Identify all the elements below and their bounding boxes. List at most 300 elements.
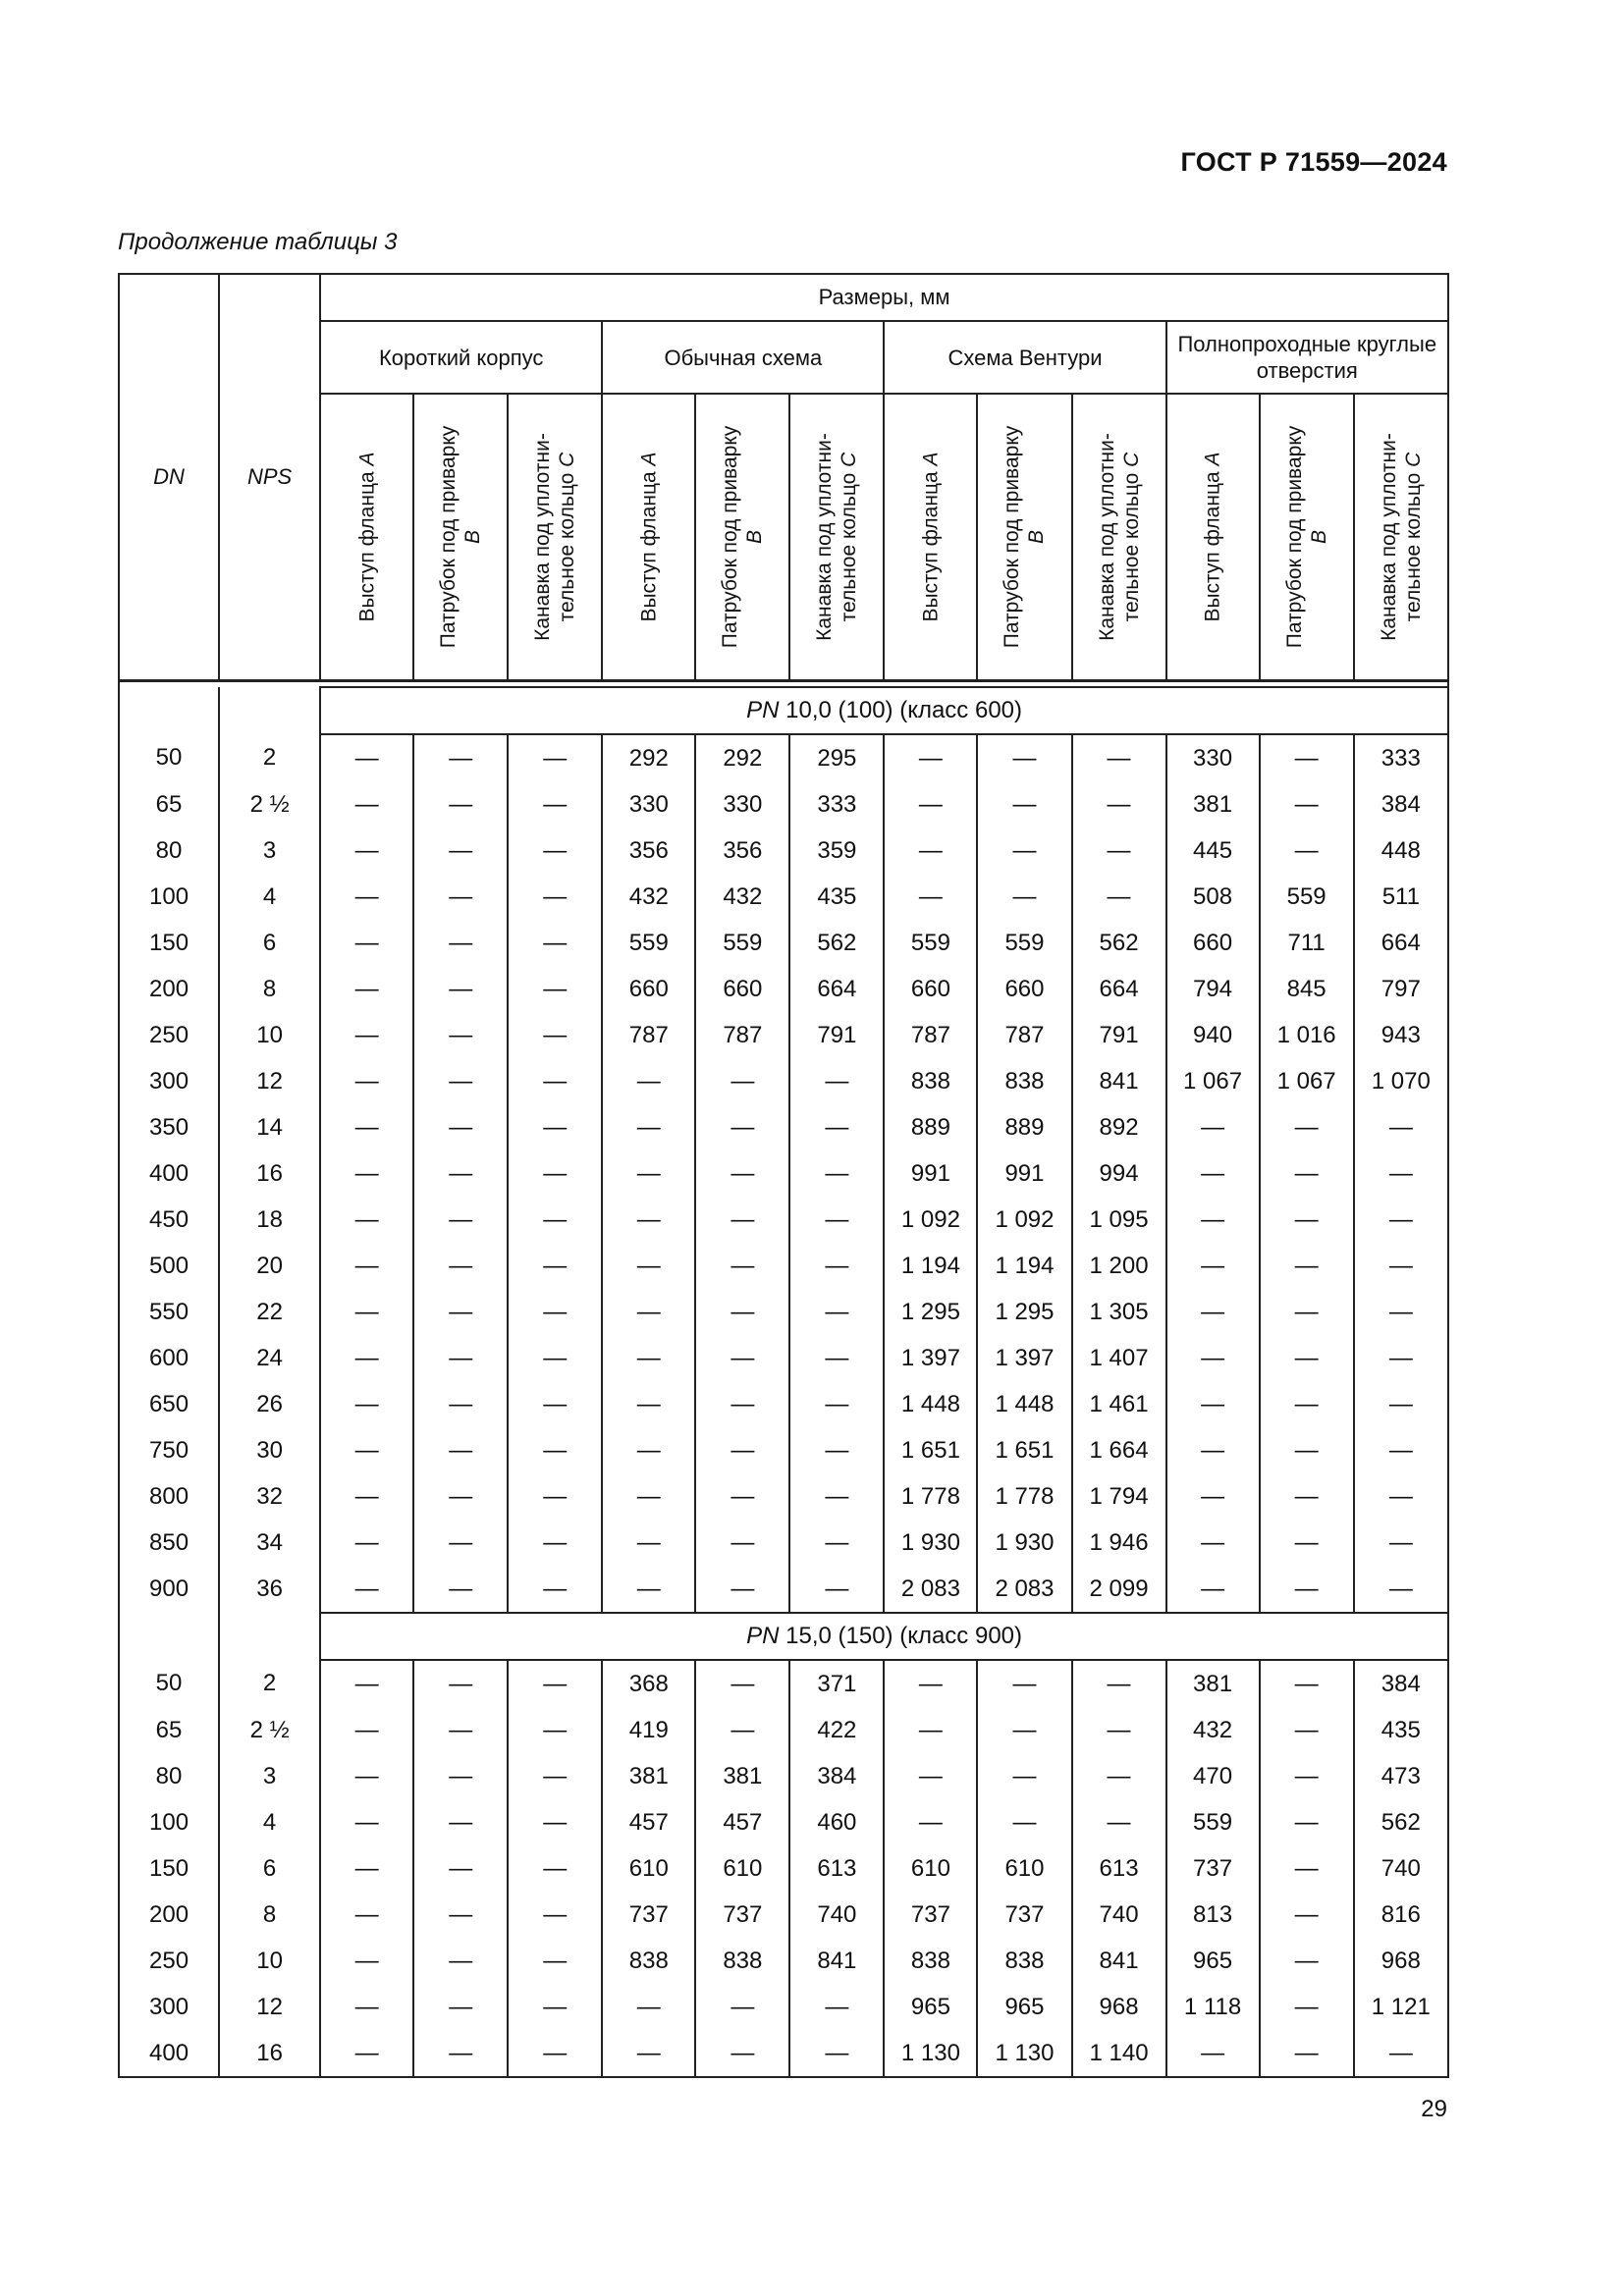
- cell-value: 841: [1072, 1058, 1166, 1104]
- cell-value: —: [1260, 2030, 1354, 2077]
- cell-value: —: [413, 1473, 508, 1520]
- cell-value: 813: [1166, 1892, 1260, 1938]
- cell-value: 791: [789, 1012, 884, 1058]
- cell-nps: 2 ½: [219, 781, 320, 828]
- cell-nps: 3: [219, 1753, 320, 1799]
- table-row: [119, 1150, 1448, 1197]
- subheader-letter: B: [1025, 530, 1049, 545]
- cell-value: —: [789, 2030, 884, 2077]
- cell-value: —: [695, 1473, 789, 1520]
- cell-value: 664: [1354, 920, 1448, 966]
- cell-value: 511: [1354, 874, 1448, 920]
- cell-value: 333: [1354, 734, 1448, 781]
- cell-value: —: [977, 874, 1071, 920]
- cell-value: 1 794: [1072, 1473, 1166, 1520]
- cell-value: —: [1166, 1473, 1260, 1520]
- cell-value: —: [413, 1012, 508, 1058]
- cell-value: 1 397: [884, 1335, 977, 1381]
- cell-value: —: [320, 734, 413, 781]
- cell-value: —: [977, 1660, 1071, 1707]
- section-row: [119, 687, 1448, 734]
- table-row: [119, 781, 1448, 828]
- cell-value: 1 778: [884, 1473, 977, 1520]
- cell-value: —: [320, 2030, 413, 2077]
- cell-value: 295: [789, 734, 884, 781]
- cell-value: —: [1166, 1427, 1260, 1473]
- table-row: [119, 1427, 1448, 1473]
- cell-value: —: [320, 1427, 413, 1473]
- cell-value: —: [1166, 1335, 1260, 1381]
- cell-value: 1 121: [1354, 1984, 1448, 2030]
- table-row: [119, 920, 1448, 966]
- cell-value: —: [884, 874, 977, 920]
- cell-value: —: [508, 966, 602, 1012]
- cell-value: 991: [977, 1150, 1071, 1197]
- page-number: 29: [1421, 2096, 1447, 2122]
- cell-dn: 200: [119, 966, 219, 1012]
- cell-value: —: [320, 1799, 413, 1845]
- cell-value: —: [602, 1243, 695, 1289]
- cell-value: 613: [1072, 1845, 1166, 1892]
- cell-value: —: [1166, 1289, 1260, 1335]
- cell-value: 791: [1072, 1012, 1166, 1058]
- cell-value: 292: [602, 734, 695, 781]
- cell-value: —: [508, 1892, 602, 1938]
- cell-dn: 850: [119, 1520, 219, 1566]
- cell-value: —: [1260, 1520, 1354, 1566]
- cell-nps: 3: [219, 828, 320, 874]
- cell-nps: 4: [219, 874, 320, 920]
- cell-value: 737: [977, 1892, 1071, 1938]
- cell-value: —: [320, 1520, 413, 1566]
- cell-value: —: [1260, 781, 1354, 828]
- cell-nps: 4: [219, 1799, 320, 1845]
- table-row: [119, 1660, 1448, 1707]
- cell-value: —: [320, 1243, 413, 1289]
- subheader-letter: B: [1307, 530, 1330, 545]
- subheader-weld-nozzle: [413, 394, 508, 681]
- cell-value: —: [695, 1335, 789, 1381]
- table-row: [119, 2030, 1448, 2077]
- cell-value: —: [320, 1845, 413, 1892]
- subheader-text: Канавка под уплотни-тельное кольцо: [813, 433, 861, 641]
- cell-value: —: [508, 1938, 602, 1984]
- cell-value: —: [1260, 1289, 1354, 1335]
- header-group-standard: Обычная схема: [602, 321, 884, 394]
- cell-nps: 20: [219, 1243, 320, 1289]
- cell-value: 384: [1354, 1660, 1448, 1707]
- subheader-flange-projection: [884, 394, 977, 681]
- cell-value: 787: [602, 1012, 695, 1058]
- section-row: [119, 1613, 1448, 1660]
- cell-value: 660: [602, 966, 695, 1012]
- cell-value: 1 664: [1072, 1427, 1166, 1473]
- subheader-letter: A: [1201, 452, 1224, 466]
- cell-dn: 750: [119, 1427, 219, 1473]
- cell-dn: 150: [119, 1845, 219, 1892]
- cell-value: 1 130: [884, 2030, 977, 2077]
- table-row: [119, 1058, 1448, 1104]
- cell-nps: 10: [219, 1012, 320, 1058]
- cell-value: —: [508, 1660, 602, 1707]
- table-row: [119, 1381, 1448, 1427]
- cell-value: 559: [695, 920, 789, 966]
- cell-value: 435: [1354, 1707, 1448, 1753]
- cell-value: —: [695, 1427, 789, 1473]
- cell-value: 1 295: [884, 1289, 977, 1335]
- cell-value: —: [602, 1473, 695, 1520]
- cell-dn: 50: [119, 1660, 219, 1707]
- cell-value: 1 067: [1166, 1058, 1260, 1104]
- subheader-ring-groove: [789, 394, 884, 681]
- cell-value: 448: [1354, 828, 1448, 874]
- cell-value: 737: [884, 1892, 977, 1938]
- cell-value: —: [789, 1289, 884, 1335]
- cell-value: —: [695, 1660, 789, 1707]
- cell-dn: 800: [119, 1473, 219, 1520]
- cell-value: 1 397: [977, 1335, 1071, 1381]
- header-nps: NPS: [219, 274, 320, 681]
- cell-value: —: [413, 1243, 508, 1289]
- header-dn: DN: [119, 274, 219, 681]
- cell-value: 457: [602, 1799, 695, 1845]
- cell-value: —: [508, 1520, 602, 1566]
- cell-nps: 8: [219, 966, 320, 1012]
- cell-value: 787: [977, 1012, 1071, 1058]
- cell-value: 787: [695, 1012, 789, 1058]
- cell-value: —: [1166, 1150, 1260, 1197]
- cell-value: 1 067: [1260, 1058, 1354, 1104]
- cell-value: —: [508, 781, 602, 828]
- section-title: PN 10,0 (100) (класс 600): [320, 687, 1448, 734]
- cell-value: —: [602, 1566, 695, 1613]
- cell-value: —: [977, 1753, 1071, 1799]
- cell-dn: 400: [119, 2030, 219, 2077]
- cell-value: 562: [789, 920, 884, 966]
- cell-value: 2 083: [977, 1566, 1071, 1613]
- cell-value: —: [320, 920, 413, 966]
- cell-value: 838: [884, 1058, 977, 1104]
- cell-value: —: [884, 1799, 977, 1845]
- cell-dn: 250: [119, 1012, 219, 1058]
- cell-value: 381: [602, 1753, 695, 1799]
- cell-value: —: [1260, 1566, 1354, 1613]
- cell-value: —: [602, 1984, 695, 2030]
- cell-value: 816: [1354, 1892, 1448, 1938]
- cell-value: 1 092: [977, 1197, 1071, 1243]
- cell-value: —: [695, 1566, 789, 1613]
- cell-value: 419: [602, 1707, 695, 1753]
- subheader-weld-nozzle: [977, 394, 1071, 681]
- subheader-letter: B: [743, 530, 767, 545]
- cell-value: 664: [1072, 966, 1166, 1012]
- cell-value: 838: [602, 1938, 695, 1984]
- cell-value: 968: [1354, 1938, 1448, 1984]
- cell-dn: 300: [119, 1058, 219, 1104]
- cell-value: —: [413, 1938, 508, 1984]
- document-code: ГОСТ Р 71559—2024: [1180, 147, 1447, 177]
- cell-value: —: [320, 1707, 413, 1753]
- cell-value: —: [413, 2030, 508, 2077]
- cell-value: 838: [977, 1938, 1071, 1984]
- cell-value: —: [413, 1984, 508, 2030]
- cell-value: 740: [1072, 1892, 1166, 1938]
- cell-value: 845: [1260, 966, 1354, 1012]
- cell-value: —: [789, 1566, 884, 1613]
- cell-value: —: [884, 1707, 977, 1753]
- cell-value: 1 305: [1072, 1289, 1166, 1335]
- table-row: [119, 1753, 1448, 1799]
- cell-nps: 24: [219, 1335, 320, 1381]
- cell-value: —: [1260, 1381, 1354, 1427]
- cell-value: 1 778: [977, 1473, 1071, 1520]
- cell-value: 838: [695, 1938, 789, 1984]
- cell-value: 740: [789, 1892, 884, 1938]
- cell-value: —: [789, 1473, 884, 1520]
- cell-value: —: [508, 1289, 602, 1335]
- cell-value: —: [884, 1753, 977, 1799]
- cell-dn: 150: [119, 920, 219, 966]
- cell-dn: 65: [119, 1707, 219, 1753]
- cell-value: —: [1166, 1197, 1260, 1243]
- cell-value: —: [1260, 1660, 1354, 1707]
- subheader-weld-nozzle: [1260, 394, 1354, 681]
- cell-value: 1 200: [1072, 1243, 1166, 1289]
- cell-value: —: [1166, 1520, 1260, 1566]
- cell-value: —: [602, 1520, 695, 1566]
- cell-value: 794: [1166, 966, 1260, 1012]
- cell-value: —: [1260, 1845, 1354, 1892]
- cell-value: 1 070: [1354, 1058, 1448, 1104]
- cell-value: —: [413, 1058, 508, 1104]
- cell-value: —: [413, 1197, 508, 1243]
- cell-value: 965: [884, 1984, 977, 2030]
- cell-value: 1 461: [1072, 1381, 1166, 1427]
- cell-value: —: [789, 1520, 884, 1566]
- table-row: [119, 1197, 1448, 1243]
- cell-value: —: [413, 1520, 508, 1566]
- cell-value: 368: [602, 1660, 695, 1707]
- subheader-text: Выступ фланца: [637, 471, 661, 622]
- cell-value: 740: [1354, 1845, 1448, 1892]
- cell-value: 660: [1166, 920, 1260, 966]
- cell-value: 356: [695, 828, 789, 874]
- cell-value: —: [1260, 1150, 1354, 1197]
- cell-value: —: [413, 1381, 508, 1427]
- cell-value: 1 407: [1072, 1335, 1166, 1381]
- table-row: [119, 1799, 1448, 1845]
- cell-value: —: [320, 828, 413, 874]
- cell-value: 1 118: [1166, 1984, 1260, 2030]
- subheader-flange-projection: [602, 394, 695, 681]
- cell-value: —: [695, 1984, 789, 2030]
- cell-value: —: [789, 1381, 884, 1427]
- cell-value: 559: [602, 920, 695, 966]
- cell-value: 1 016: [1260, 1012, 1354, 1058]
- cell-value: —: [602, 1427, 695, 1473]
- cell-value: —: [1260, 1104, 1354, 1150]
- cell-value: 559: [884, 920, 977, 966]
- cell-value: —: [1354, 1335, 1448, 1381]
- cell-value: 1 930: [884, 1520, 977, 1566]
- cell-value: 660: [977, 966, 1071, 1012]
- cell-value: —: [508, 1799, 602, 1845]
- cell-value: —: [695, 1243, 789, 1289]
- cell-value: —: [695, 1520, 789, 1566]
- cell-value: 610: [695, 1845, 789, 1892]
- cell-value: —: [320, 1473, 413, 1520]
- cell-value: 356: [602, 828, 695, 874]
- table-row: [119, 1845, 1448, 1892]
- cell-value: —: [413, 1427, 508, 1473]
- cell-value: 333: [789, 781, 884, 828]
- cell-value: 1 194: [977, 1243, 1071, 1289]
- cell-value: 1 130: [977, 2030, 1071, 2077]
- cell-value: 457: [695, 1799, 789, 1845]
- cell-value: 660: [884, 966, 977, 1012]
- table-caption: Продолжение таблицы 3: [118, 229, 398, 255]
- cell-value: —: [320, 1892, 413, 1938]
- cell-value: —: [1072, 1799, 1166, 1845]
- subheader-ring-groove: [1354, 394, 1448, 681]
- cell-value: —: [1354, 1289, 1448, 1335]
- cell-value: 432: [1166, 1707, 1260, 1753]
- cell-value: 965: [1166, 1938, 1260, 1984]
- cell-value: —: [695, 1381, 789, 1427]
- cell-value: 330: [1166, 734, 1260, 781]
- cell-value: —: [1354, 1197, 1448, 1243]
- cell-value: —: [695, 1707, 789, 1753]
- cell-value: —: [413, 1335, 508, 1381]
- cell-value: —: [508, 1197, 602, 1243]
- cell-dn: 100: [119, 874, 219, 920]
- cell-value: —: [695, 1104, 789, 1150]
- cell-value: —: [320, 1660, 413, 1707]
- cell-dn: 450: [119, 1197, 219, 1243]
- cell-value: —: [1072, 1753, 1166, 1799]
- cell-value: 2 099: [1072, 1566, 1166, 1613]
- cell-value: 610: [977, 1845, 1071, 1892]
- cell-value: —: [789, 1197, 884, 1243]
- cell-dn: 500: [119, 1243, 219, 1289]
- cell-value: —: [695, 1058, 789, 1104]
- cell-value: —: [320, 966, 413, 1012]
- table-row: [119, 1984, 1448, 2030]
- cell-value: —: [1072, 781, 1166, 828]
- cell-dn: 600: [119, 1335, 219, 1381]
- cell-value: —: [884, 828, 977, 874]
- cell-value: 737: [602, 1892, 695, 1938]
- cell-value: —: [789, 1058, 884, 1104]
- cell-value: 664: [789, 966, 884, 1012]
- cell-value: 991: [884, 1150, 977, 1197]
- cell-value: 473: [1354, 1753, 1448, 1799]
- header-group-full-bore: Полнопроходные круглые отверстия: [1166, 321, 1448, 394]
- cell-nps: 18: [219, 1197, 320, 1243]
- cell-value: —: [1166, 1243, 1260, 1289]
- cell-value: 559: [977, 920, 1071, 966]
- table-row: [119, 1473, 1448, 1520]
- cell-value: —: [413, 1289, 508, 1335]
- cell-value: —: [508, 920, 602, 966]
- cell-value: —: [1072, 874, 1166, 920]
- cell-value: 562: [1072, 920, 1166, 966]
- cell-value: —: [1260, 734, 1354, 781]
- cell-value: —: [508, 2030, 602, 2077]
- cell-value: —: [508, 1427, 602, 1473]
- cell-value: —: [884, 734, 977, 781]
- cell-value: —: [1260, 1892, 1354, 1938]
- cell-value: 889: [884, 1104, 977, 1150]
- table-row: [119, 966, 1448, 1012]
- subheader-ring-groove: [1072, 394, 1166, 681]
- cell-value: —: [1354, 1566, 1448, 1613]
- cell-value: 660: [695, 966, 789, 1012]
- cell-value: —: [1354, 1381, 1448, 1427]
- cell-value: —: [320, 1938, 413, 1984]
- cell-value: 892: [1072, 1104, 1166, 1150]
- cell-nps: 2: [219, 1660, 320, 1707]
- cell-value: —: [320, 1289, 413, 1335]
- cell-value: —: [508, 1012, 602, 1058]
- cell-value: —: [1260, 1243, 1354, 1289]
- cell-value: —: [413, 781, 508, 828]
- cell-value: —: [1166, 2030, 1260, 2077]
- cell-value: 330: [695, 781, 789, 828]
- subheader-flange-projection: [1166, 394, 1260, 681]
- cell-value: 1 095: [1072, 1197, 1166, 1243]
- cell-value: —: [884, 781, 977, 828]
- subheader-weld-nozzle: [695, 394, 789, 681]
- cell-value: —: [508, 1058, 602, 1104]
- cell-value: —: [413, 828, 508, 874]
- cell-value: —: [413, 1892, 508, 1938]
- cell-value: 292: [695, 734, 789, 781]
- cell-value: 381: [1166, 781, 1260, 828]
- cell-dn: 400: [119, 1150, 219, 1197]
- subheader-letter: C: [838, 452, 861, 467]
- cell-value: —: [1260, 1799, 1354, 1845]
- subheader-text: Патрубок под приварку: [719, 425, 742, 649]
- cell-value: —: [695, 1197, 789, 1243]
- cell-value: 381: [695, 1753, 789, 1799]
- cell-value: —: [789, 1150, 884, 1197]
- cell-value: 559: [1166, 1799, 1260, 1845]
- cell-value: 1 092: [884, 1197, 977, 1243]
- subheader-letter: A: [919, 452, 943, 466]
- subheader-text: Патрубок под приварку: [1001, 425, 1024, 649]
- cell-value: —: [1354, 1150, 1448, 1197]
- subheader-text: Патрубок под приварку: [1282, 425, 1306, 649]
- cell-value: —: [413, 1566, 508, 1613]
- cell-value: —: [413, 1707, 508, 1753]
- cell-dn: 100: [119, 1799, 219, 1845]
- cell-value: —: [320, 1381, 413, 1427]
- cell-nps: 22: [219, 1289, 320, 1335]
- cell-value: —: [1166, 1104, 1260, 1150]
- header-sizes: Размеры, мм: [320, 274, 1448, 321]
- cell-value: —: [1260, 1938, 1354, 1984]
- cell-value: —: [413, 966, 508, 1012]
- cell-value: —: [1354, 1427, 1448, 1473]
- subheader-text: Выступ фланца: [355, 471, 379, 622]
- cell-value: —: [413, 1150, 508, 1197]
- cell-value: 610: [602, 1845, 695, 1892]
- table-row: [119, 1012, 1448, 1058]
- cell-value: —: [320, 1197, 413, 1243]
- cell-value: —: [320, 1012, 413, 1058]
- cell-value: —: [508, 1473, 602, 1520]
